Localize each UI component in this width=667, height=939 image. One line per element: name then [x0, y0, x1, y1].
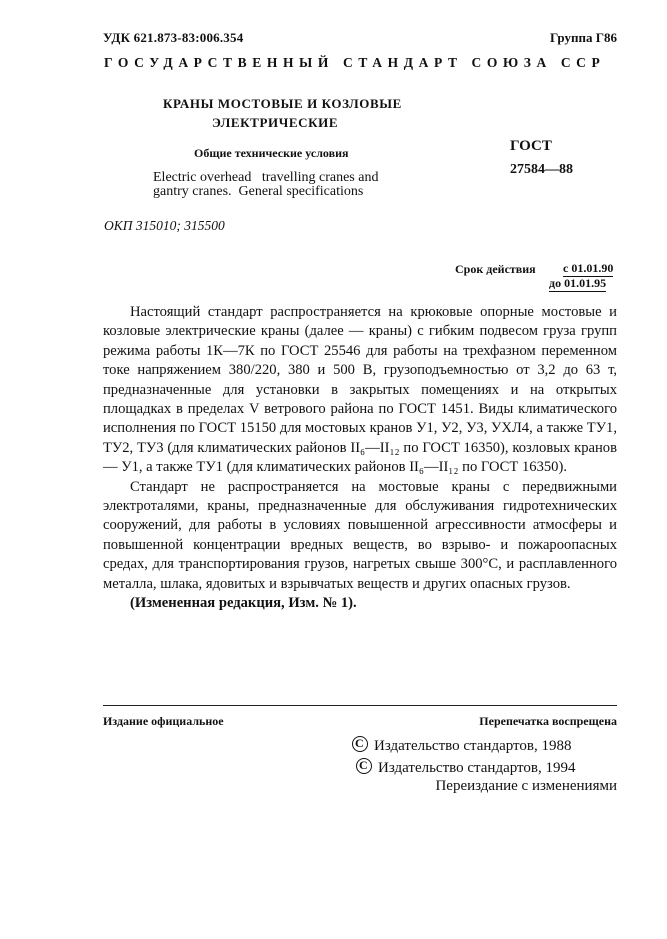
copyright-1988-text: Издательство стандартов, 1988: [374, 738, 572, 754]
title-line-2: ЭЛЕКТРИЧЕСКИЕ: [212, 115, 339, 130]
copyright-1994-text: Издательство стандартов, 1994: [378, 760, 576, 776]
subtitle: Общие технические условия: [194, 146, 349, 160]
gost-label: ГОСТ: [510, 138, 552, 154]
copyright-1994: [356, 756, 575, 777]
validity-from-date: 01.01.90: [571, 261, 614, 275]
footer-divider: [103, 705, 617, 706]
paragraph-exclusions: Стандарт не распространяется на мостовые краны с передвижными электроталями, краны, предназначенные для обслуживания гидротехнических сооружений, для работы в условиях повышенной агрессивности атмосферы и повышенной концентрации вредных веществ, во взрыво- и пожароопасных средах, для транспортирования грузов, нагретых свыше 300°С, и расплавленного металла, шлака, ядовитых и взрывчатых веществ и других опасных грузов.: [103, 478, 617, 592]
validity-from-prefix: с: [563, 261, 572, 275]
group-code: Группа Г86: [549, 30, 617, 45]
gost-number: 27584—88: [510, 162, 573, 177]
copyright-icon: [356, 758, 372, 774]
validity-to-prefix: до: [549, 276, 565, 290]
body-text: [103, 303, 617, 614]
english-title-line-2: gantry cranes. General specifications: [153, 184, 364, 199]
standard-banner: ГОСУДАРСТВЕННЫЙ СТАНДАРТ СОЮЗА ССР: [104, 55, 606, 70]
english-title-line-1: Electric overhead travelling cranes and: [153, 170, 379, 185]
reprint-prohibited: Перепечатка воспрещена: [479, 714, 617, 728]
reissue-note: Переиздание с изменениями: [435, 778, 617, 794]
paragraph-scope: Настоящий стандарт распространяется на крюковые опорные мостовые и козловые электрические краны (далее — краны) с гибким подвесом груза групп режима работы 1К—7К по ГОСТ 25546 для работы на трехфазном переменном токе напряжением 380/220, 380 и 500 В, грузоподъемностью от 3,2 до 63 т, предназначенные для установки в закрытых помещениях и на открытых площадках в пределах V ветрового района по ГОСТ 1451. Виды климатического исполнения по ГОСТ 15150 для мостовых кранов У1, У2, У3, УХЛ4, а также ТУ1, ТУ2, ТУ3 (для климатических районов II₆—II₁₂ по ГОСТ 16350), козловых кранов — У1, а также ТУ1 (для климатических районов II₆—II₁₂ по ГОСТ 16350).: [103, 304, 617, 476]
validity-to: [549, 276, 606, 292]
okp-code: ОКП 315010; 315500: [104, 218, 225, 233]
validity-label: Срок действия: [455, 262, 536, 276]
amendment-note: (Измененная редакция, Изм. № 1).: [130, 595, 357, 612]
udk-code: УДК 621.873-83:006.354: [103, 30, 244, 45]
copyright-1988: [352, 734, 571, 755]
validity-to-date: 01.01.95: [564, 276, 607, 290]
validity-from: [563, 261, 613, 277]
copyright-icon: [352, 736, 368, 752]
official-edition: Издание официальное: [103, 714, 224, 728]
title-line-1: КРАНЫ МОСТОВЫЕ И КОЗЛОВЫЕ: [163, 96, 402, 111]
